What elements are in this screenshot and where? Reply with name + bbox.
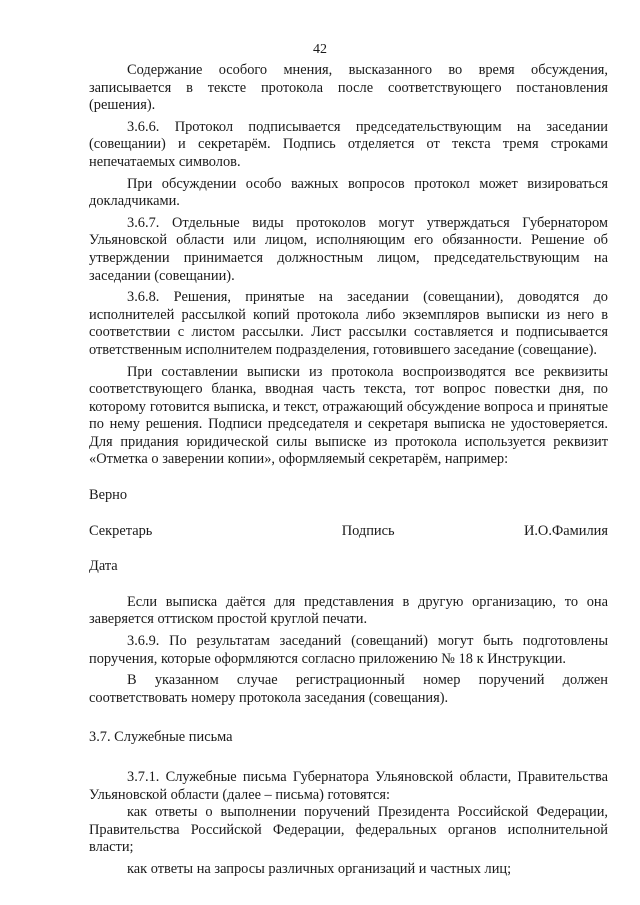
- paragraph-seal: Если выписка даётся для представления в другую организацию, то она заверяется оттиском простой круглой печати.: [89, 593, 608, 628]
- certification-verno: Верно: [89, 487, 128, 504]
- paragraph-dissent: Содержание особого мнения, высказанного во время обсуждения, записывается в тексте протокола после соответствующего постановления (решения).: [89, 62, 608, 114]
- certification-name: И.О.Фамилия: [523, 522, 608, 539]
- list-item-instructions-answers: как ответы о выполнении поручений Президента Российской Федерации, Правительства Российской Федерации, федеральных органов исполнительной власти;: [89, 804, 608, 856]
- paragraph-extract: При составлении выписки из протокола воспроизводятся все реквизиты соответствующего бланка, вводная часть текста, тот вопрос повестки дня, по которому готовится выписка, и текст, отражающий обсуждение вопроса и принятые по нему решения. Подписи председателя и секретаря выписка не удостоверяется. Для придания юридической силы выписке из протокола используется реквизит «Отметка о заверении копии», оформляемый секретарём, например:: [89, 363, 608, 468]
- paragraph-important-issues: При обсуждении особо важных вопросов протокол может визироваться докладчиками.: [89, 175, 608, 210]
- certification-date: Дата: [89, 558, 118, 575]
- section-heading: 3.7. Служебные письма: [89, 729, 233, 746]
- paragraph-3-6-6: 3.6.6. Протокол подписывается председательствующим на заседании (совещании) и секретарём. Подпись отделяется от текста тремя строками непечатаемых символов.: [89, 118, 608, 170]
- page-number: 42: [313, 42, 327, 57]
- certification-secretary: Секретарь: [89, 522, 153, 539]
- paragraph-3-6-9: 3.6.9. По результатам заседаний (совещаний) могут быть подготовлены поручения, которые оформляются согласно приложению № 18 к Инструкции.: [89, 633, 608, 667]
- document-body: [89, 62, 608, 879]
- paragraph-3-6-7: 3.6.7. Отдельные виды протоколов могут утверждаться Губернатором Ульяновской области или лицом, исполняющим его обязанности. Решение об утверждении принимается должностным лицом, председательствующим на заседании (совещании).: [89, 214, 608, 284]
- paragraph-3-7-1: 3.7.1. Служебные письма Губернатора Ульяновской области, Правительства Ульяновской области (далее – письма) готовятся:: [89, 769, 608, 803]
- certification-signature-row: [89, 523, 608, 541]
- list-item-requests-answers: как ответы на запросы различных организаций и частных лиц;: [127, 860, 512, 877]
- paragraph-3-6-8: 3.6.8. Решения, принятые на заседании (совещании), доводятся до исполнителей рассылкой копий протокола либо экземпляров выписки из него в соответствии с листом рассылки. Лист рассылки составляется и подписывается ответственным исполнителем подразделения, готовившего заседание (совещание).: [89, 289, 608, 358]
- certification-signature: Подпись: [341, 522, 395, 539]
- paragraph-registration-number: В указанном случае регистрационный номер поручений должен соответствовать номеру протокола заседания (совещания).: [89, 672, 608, 706]
